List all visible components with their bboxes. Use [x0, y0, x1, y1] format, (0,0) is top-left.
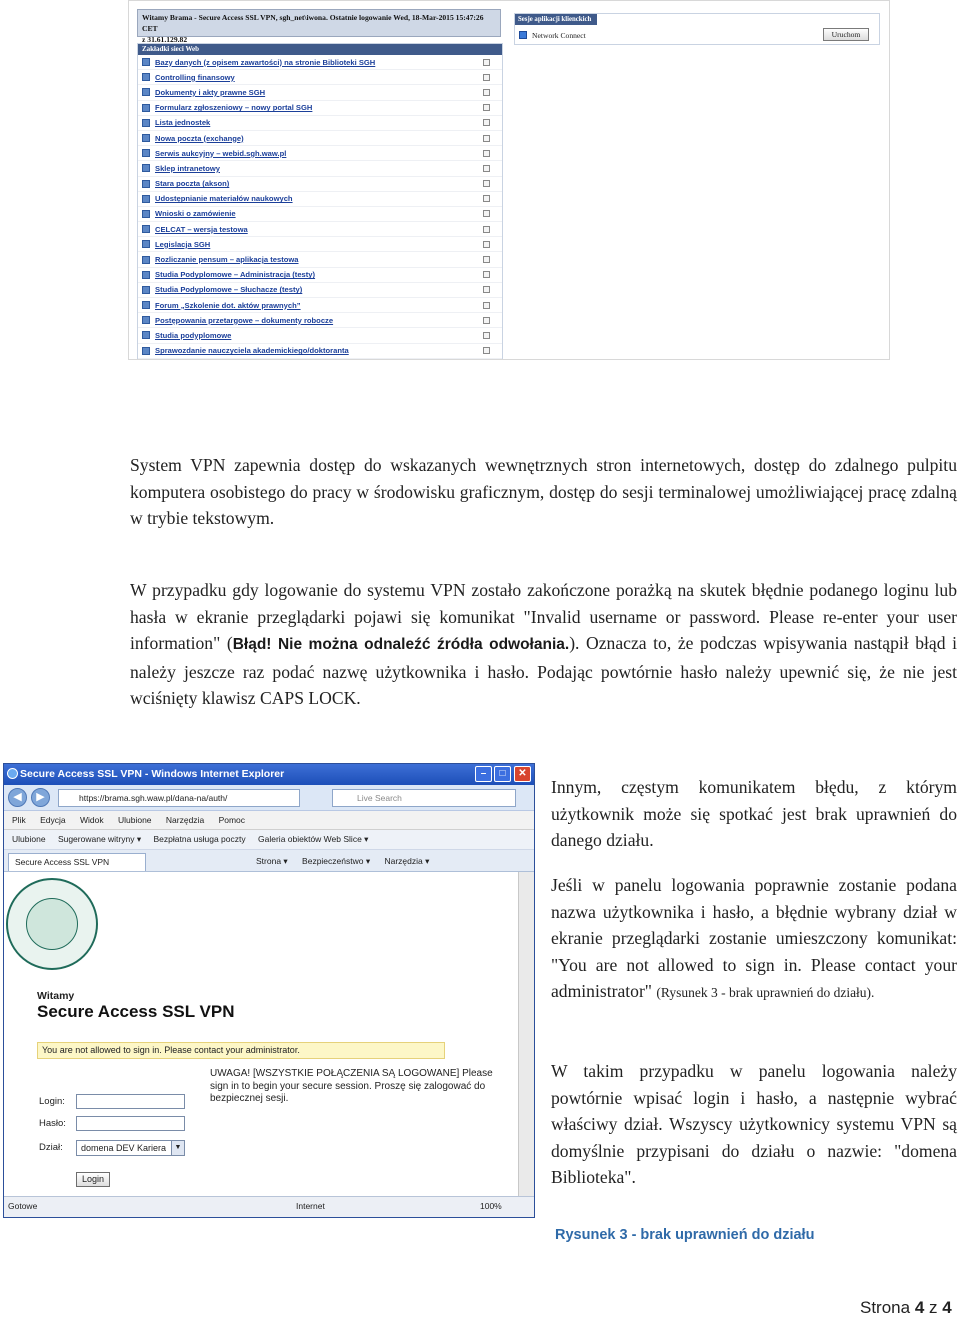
bookmark-row [138, 177, 502, 192]
bookmark-icon [142, 316, 150, 324]
paragraph-other-error: Innym, częstym komunikatem błędu, z którym użytkownik może się spotkać jest brak uprawnień do danego działu. [551, 777, 957, 851]
cmd-page[interactable]: Strona ▾ [256, 856, 288, 866]
bookmark-icon [142, 149, 150, 157]
sessions-header: Sesje aplikacji klienckich [515, 14, 597, 25]
bookmark-icon [142, 240, 150, 248]
forward-icon[interactable]: ▶ [31, 788, 50, 807]
bookmark-icon [142, 58, 150, 66]
password-label: Hasło: [39, 1118, 66, 1129]
bookmark-link[interactable]: Lista jednostek [155, 118, 211, 128]
figure-caption: Rysunek 3 - brak uprawnień do działu [555, 1227, 815, 1243]
menu-help[interactable]: Pomoc [218, 815, 246, 825]
bookmark-row [138, 222, 502, 237]
welcome-label: Witamy [37, 990, 75, 1002]
status-zoom[interactable]: 100% [480, 1201, 502, 1211]
address-input[interactable]: https://brama.sgh.waw.pl/dana-na/auth/ [58, 789, 300, 807]
login-field[interactable] [76, 1094, 185, 1109]
open-window-icon[interactable] [483, 150, 490, 157]
bookmark-link[interactable]: Legislacja SGH [155, 239, 211, 249]
bookmark-row [138, 131, 502, 146]
bookmark-link[interactable]: Sprawozdanie nauczyciela akademickiego/doktoranta [155, 346, 349, 356]
error-alert: You are not allowed to sign in. Please contact your administrator. [37, 1042, 445, 1059]
bookmark-row [138, 344, 502, 359]
menu-file[interactable]: Plik [12, 815, 26, 825]
bookmark-link[interactable]: Postępowania przetargowe – dokumenty robocze [155, 315, 334, 325]
bookmark-link[interactable]: Studia Podyplomowe – Administracja (testy) [155, 270, 316, 280]
ie-favorites-bar [4, 830, 534, 850]
bookmark-link[interactable]: Stara poczta (akson) [155, 179, 230, 189]
welcome-text: Witamy Brama - Secure Access SSL VPN, sgh_net\iwona. Ostatnie logowanie Wed, 18-Mar-2015 15:47:26 CET [142, 13, 484, 33]
client-sessions-panel [514, 13, 880, 45]
bookmark-row [138, 55, 502, 70]
open-window-icon[interactable] [483, 74, 490, 81]
ie-command-bar [256, 854, 441, 868]
search-input[interactable]: Live Search [332, 789, 516, 807]
page-title: Secure Access SSL VPN [37, 1002, 235, 1021]
signin-message: UWAGA! [WSZYSTKIE POŁĄCZENIA SĄ LOGOWANE] Please sign in to begin your secure session. Proszę się zalogować do bezpiecznej sesji. [210, 1068, 510, 1106]
fav-mail[interactable]: Bezpłatna usługa poczty [153, 834, 246, 844]
seal-ship-icon [26, 898, 78, 950]
bookmark-icon [142, 119, 150, 127]
bookmark-icon [142, 331, 150, 339]
open-window-icon[interactable] [483, 226, 490, 233]
dept-label: Dział: [39, 1142, 63, 1153]
welcome-ip: z 31.61.129.82 [142, 35, 188, 44]
back-icon[interactable]: ◀ [8, 788, 27, 807]
bookmark-link[interactable]: Nowa poczta (exchange) [155, 133, 244, 143]
bookmark-row [138, 161, 502, 176]
ie-tab-bar [4, 850, 534, 872]
bookmarks-header: Zakładki sieci Web [138, 44, 502, 55]
cmd-tools[interactable]: Narzędzia ▾ [384, 856, 430, 866]
network-connect-label: Network Connect [532, 30, 586, 40]
bookmark-row [138, 207, 502, 222]
para2-start: W przypadku gdy logowanie do systemu VPN zostało zakończone porażką na skutek błędnie podanego loginu lub hasła w ekranie przeglądarki pojawi się komunikat "Invalid username or password. Please re-enter your user information" ( [130, 580, 957, 654]
reference-error: Błąd! Nie można odnaleźć źródła odwołania. [232, 636, 570, 654]
bookmark-icon [142, 180, 150, 188]
bookmark-row [138, 328, 502, 343]
open-window-icon[interactable] [483, 332, 490, 339]
bookmark-link[interactable]: Controlling finansowy [155, 72, 235, 82]
network-connect-icon [519, 31, 527, 39]
ie-titlebar [4, 764, 534, 785]
bookmark-icon [142, 164, 150, 172]
bookmark-icon [142, 88, 150, 96]
bookmark-link[interactable]: Studia Podyplomowe – Słuchacze (testy) [155, 285, 303, 295]
ie-address-bar [4, 785, 534, 811]
status-text: Gotowe [8, 1201, 38, 1211]
open-window-icon[interactable] [483, 241, 490, 248]
bookmark-icon [142, 195, 150, 203]
sgh-seal-logo [6, 878, 98, 970]
bookmark-row [138, 268, 502, 283]
bookmark-link[interactable]: Formularz zgłoszeniowy – nowy portal SGH [155, 103, 313, 113]
vpn-portal-screenshot [128, 0, 890, 360]
open-window-icon[interactable] [483, 89, 490, 96]
fav-suggested[interactable]: Sugerowane witryny ▾ [57, 834, 142, 844]
fav-ulubione[interactable]: Ulubione [12, 834, 46, 844]
bookmark-icon [142, 301, 150, 309]
maximize-icon[interactable]: □ [494, 766, 511, 782]
open-window-icon[interactable] [483, 165, 490, 172]
login-button[interactable]: Login [76, 1172, 110, 1187]
dept-value: domena DEV Kariera [81, 1143, 167, 1153]
menu-view[interactable]: Widok [79, 815, 104, 825]
paragraph-wrong-department [551, 872, 957, 1007]
page-sep: z [929, 1298, 938, 1317]
bookmark-row [138, 70, 502, 85]
bookmark-link[interactable]: Sklep intranetowy [155, 163, 220, 173]
dept-select[interactable] [76, 1140, 185, 1156]
bookmark-icon [142, 210, 150, 218]
ie-logo-icon [7, 768, 18, 779]
cmd-security[interactable]: Bezpieczeństwo ▾ [302, 856, 371, 866]
bookmark-icon [142, 271, 150, 279]
bookmark-link[interactable]: Forum „Szkolenie dot. aktów prawnych” [155, 300, 301, 310]
bookmark-icon [142, 256, 150, 264]
bookmark-link[interactable]: Dokumenty i akty prawne SGH [155, 87, 266, 97]
bookmark-icon [142, 347, 150, 355]
welcome-bar [137, 9, 501, 44]
open-window-icon[interactable] [483, 347, 490, 354]
open-window-icon[interactable] [483, 119, 490, 126]
paragraph-vpn-intro: System VPN zapewnia dostęp do wskazanych wewnętrznych stron internetowych, dostęp do zdalnego pulpitu komputera osobistego do pracy w środowisku graficznym, dostęp do sesji terminalowej umożliwiającej pracę zdalną w trybie tekstowym. [130, 455, 957, 529]
open-window-icon[interactable] [483, 59, 490, 66]
bookmark-row [138, 116, 502, 131]
paragraph-invalid-login [130, 577, 957, 712]
page-number [860, 1298, 952, 1318]
bookmark-row [138, 313, 502, 328]
tab-secure-access[interactable]: Secure Access SSL VPN [8, 853, 146, 871]
bookmark-icon [142, 104, 150, 112]
run-button[interactable]: Uruchom [823, 28, 869, 41]
bookmark-row [138, 252, 502, 267]
bookmark-link[interactable]: Studia podyplomowe [155, 330, 232, 340]
bookmark-link[interactable]: Serwis aukcyjny – webid.sgh.waw.pl [155, 148, 287, 158]
figure-reference: (Rysunek 3 - brak uprawnień do działu). [656, 985, 875, 1001]
bookmark-row [138, 101, 502, 116]
bookmark-icon [142, 225, 150, 233]
page-prefix: Strona [860, 1298, 911, 1317]
menu-edit[interactable]: Edycja [40, 815, 66, 825]
network-connect-row [515, 25, 879, 45]
menu-favorites[interactable]: Ulubione [117, 815, 152, 825]
open-window-icon[interactable] [483, 302, 490, 309]
open-window-icon[interactable] [483, 286, 490, 293]
bookmark-link[interactable]: Rozliczanie pensum – aplikacja testowa [155, 255, 299, 265]
status-zone: Internet [296, 1201, 325, 1211]
scrollbar[interactable] [518, 872, 534, 1198]
menu-tools[interactable]: Narzędzia [165, 815, 205, 825]
bookmark-row [138, 192, 502, 207]
ie-menu-bar [4, 811, 534, 830]
bookmarks-list [138, 55, 502, 359]
login-label: Login: [39, 1096, 65, 1107]
open-window-icon[interactable] [483, 271, 490, 278]
open-window-icon[interactable] [483, 210, 490, 217]
open-window-icon[interactable] [483, 195, 490, 202]
bookmark-icon [142, 286, 150, 294]
ie-page-content [4, 872, 518, 1198]
bookmark-link[interactable]: Udostępnianie materiałów naukowych [155, 194, 293, 204]
bookmark-icon [142, 134, 150, 142]
bookmark-row [138, 146, 502, 161]
close-icon[interactable]: ✕ [514, 766, 531, 782]
bookmark-link[interactable]: Wnioski o zamówienie [155, 209, 236, 219]
bookmarks-panel [137, 43, 503, 359]
ie-title-text: Secure Access SSL VPN - Windows Internet Explorer [20, 768, 285, 780]
bookmark-row [138, 298, 502, 313]
page-total: 4 [942, 1298, 952, 1317]
bookmark-row [138, 237, 502, 252]
bookmark-link[interactable]: Bazy danych (z opisem zawartości) na stronie Biblioteki SGH [155, 57, 376, 67]
open-window-icon[interactable] [483, 135, 490, 142]
open-window-icon[interactable] [483, 256, 490, 263]
ie-status-bar [4, 1196, 534, 1217]
bookmark-row [138, 85, 502, 100]
para2-end: ). Oznacza to, że podczas wpisywania nastąpił błąd i należy jeszcze raz podać nazwę użytkownika i hasło. Podając powtórnie hasło należy upewnić się, że nie jest wciśnięty klawisz CAPS LOCK. [130, 633, 957, 709]
wrong-dept-text: Jeśli w panelu logowania poprawnie zostanie podana nazwa użytkownika i hasło, a błędnie wybrany dział w ekranie przeglądarki zostanie umieszczony komunikat: "You are not allowed to sign in. Please contact your administrator" [551, 875, 957, 1002]
open-window-icon[interactable] [483, 104, 490, 111]
open-window-icon[interactable] [483, 317, 490, 324]
bookmark-icon [142, 73, 150, 81]
paragraph-solution: W takim przypadku w panelu logowania należy powtórnie wpisać login i hasło, a następnie wybrać właściwy dział. Wszyscy użytkownicy systemu VPN są domyślnie przypisani do działu o nazwie: "domena Biblioteka". [551, 1061, 957, 1188]
chevron-down-icon: ▼ [171, 1141, 184, 1155]
bookmark-link[interactable]: CELCAT – wersja testowa [155, 224, 248, 234]
ie-window-screenshot [3, 763, 535, 1218]
open-window-icon[interactable] [483, 180, 490, 187]
password-field[interactable] [76, 1116, 185, 1131]
fav-webslice[interactable]: Galeria obiektów Web Slice ▾ [258, 834, 369, 844]
bookmark-row [138, 283, 502, 298]
minimize-icon[interactable]: – [475, 766, 492, 782]
page-current: 4 [914, 1298, 925, 1317]
